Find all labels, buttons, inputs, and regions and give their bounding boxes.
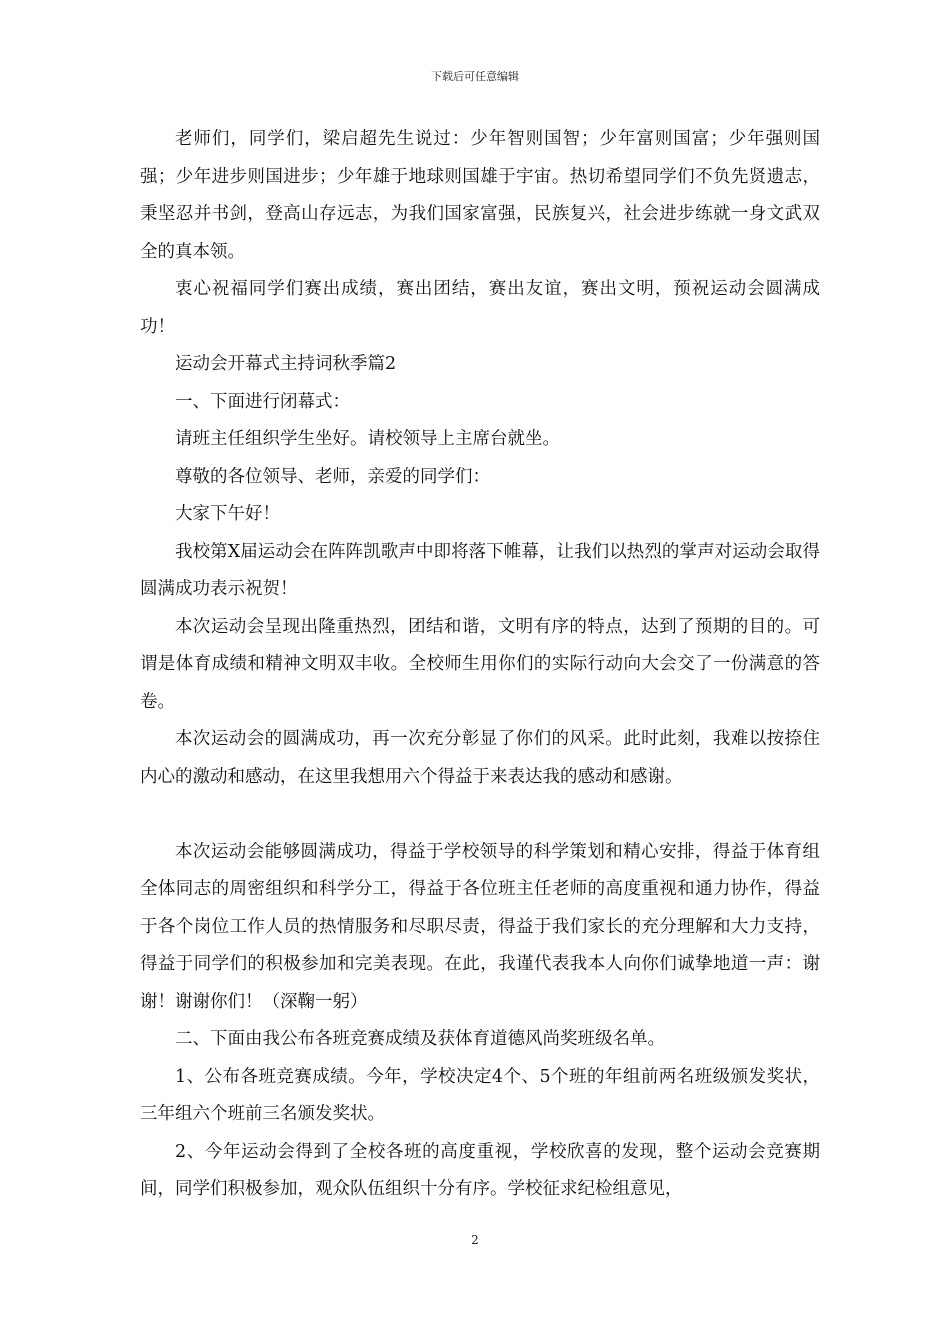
paragraph: 本次运动会呈现出隆重热烈，团结和谐，文明有序的特点，达到了预期的目的。可谓是体育成绩和精神文明双丰收。全校师生用你们的实际行动向大会交了一份满意的答卷。 <box>140 616 820 712</box>
paragraph: 本次运动会的圆满成功，再一次充分彰显了你们的风采。此时此刻，我难以按捺住内心的激动和感动，在这里我想用六个得益于来表达我的感动和感谢。 <box>140 729 820 787</box>
paragraph: 衷心祝福同学们赛出成绩，赛出团结，赛出友谊，赛出文明，预祝运动会圆满成功！ <box>140 279 820 337</box>
paragraph: 尊敬的各位领导、老师，亲爱的同学们： <box>175 466 490 487</box>
paragraph: 我校第X届运动会在阵阵凯歌声中即将落下帷幕，让我们以热烈的掌声对运动会取得圆满成功表示祝贺！ <box>140 541 820 599</box>
paragraph: 本次运动会能够圆满成功，得益于学校领导的科学策划和精心安排，得益于体育组全体同志的周密组织和科学分工，得益于各位班主任老师的高度重视和通力协作，得益于各个岗位工作人员的热情服务和尽职尽责，得益于我们家长的充分理解和大力支持，得益于同学们的积极参加和完美表现。在此，我谨代表我本人向你们诚挚地道一声：谢谢！谢谢你们！（深鞠一躬） <box>140 841 820 1012</box>
document-body <box>140 121 820 1209</box>
paragraph: 老师们，同学们，梁启超先生说过：少年智则国智；少年富则国富；少年强则国强；少年进步则国进步；少年雄于地球则国雄于宇宙。热切希望同学们不负先贤遗志，秉坚忍并书剑，登高山存远志，为我们国家富强，民族复兴，社会进步练就一身文武双全的真本领。 <box>140 129 820 262</box>
paragraph: 二、下面由我公布各班竞赛成绩及获体育道德风尚奖班级名单。 <box>175 1029 665 1049</box>
paragraph: 请班主任组织学生坐好。请校领导上主席台就坐。 <box>175 429 560 449</box>
section-title: 运动会开幕式主持词秋季篇2 <box>175 354 397 374</box>
page-number: 2 <box>471 1233 479 1247</box>
paragraph: 大家下午好！ <box>175 504 280 524</box>
page-header: 下载后可任意编辑 <box>431 70 519 83</box>
paragraph: 一、下面进行闭幕式： <box>175 391 350 412</box>
paragraph: 2、今年运动会得到了全校各班的高度重视，学校欣喜的发现，整个运动会竞赛期间，同学们积极参加，观众队伍组织十分有序。学校征求纪检组意见， <box>140 1141 820 1199</box>
paragraph: 1、公布各班竞赛成绩。今年，学校决定4个、5个班的年组前两名班级颁发奖状，三年组六个班前三名颁发奖状。 <box>140 1066 820 1124</box>
